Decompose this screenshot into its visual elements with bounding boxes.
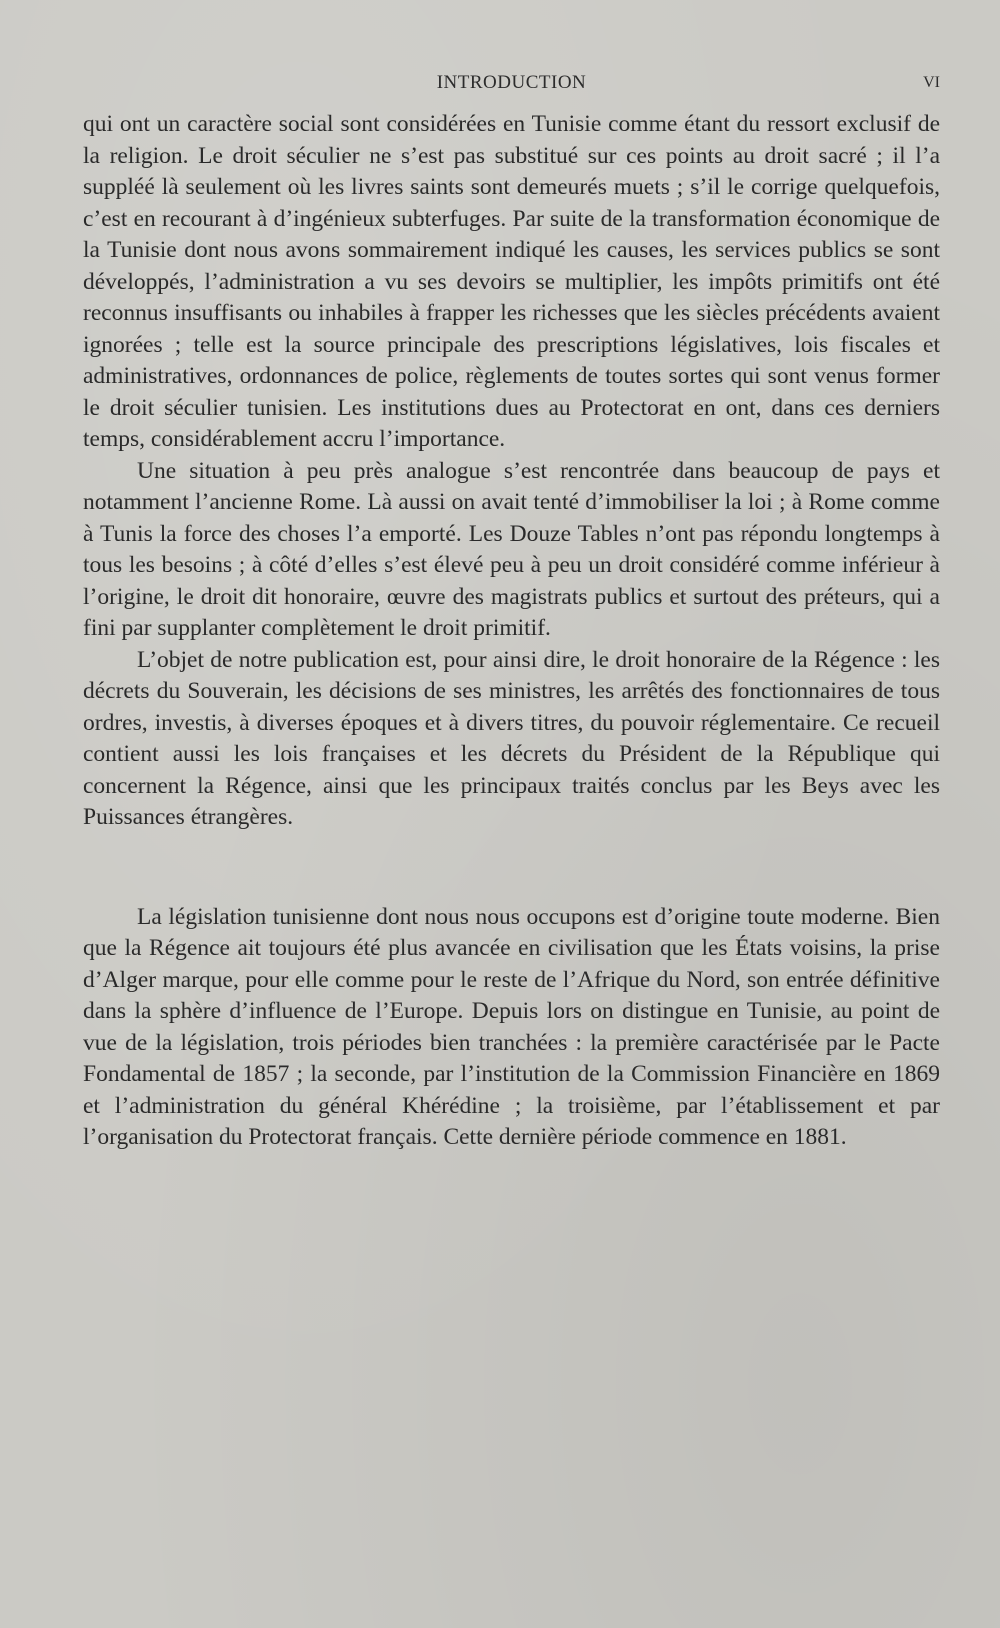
running-title: INTRODUCTION bbox=[436, 72, 587, 93]
paragraph: Une situation à peu près analogue s’est rencontrée dans beaucoup de pays et notamment l’ancienne Rome. Là aussi on avait tenté d’immobiliser la loi ; à Rome comme à Tunis la force des choses l’a emporté. Les Douze Tables n’ont pas répondu longtemps à tous les besoins ; à côté d’elles s’est élevé peu à peu un droit considéré comme inférieur à l’origine, le droit dit honoraire, œuvre des magistrats publics et surtout des préteurs, qui a fini par supplanter complètement le droit primitif. bbox=[83, 457, 940, 641]
running-head bbox=[83, 72, 940, 96]
paragraph: La législation tunisienne dont nous nous occupons est d’origine toute moderne. Bien que la Régence ait toujours été plus avancée en civilisation que les États voisins, la prise d’Alger marque, pour elle comme pour le reste de l’Afrique du Nord, son entrée définitive dans la sphère d’influence de l’Europe. Depuis lors on distingue en Tunisie, au point de vue de la législation, trois périodes bien tranchées : la première caractérisée par le Pacte Fondamental de 1857 ; la seconde, par l’institution de la Commission Financière en 1869 et l’administration du général Khérédine ; la troisième, par l’établissement et par l’organisation du Protectorat français. Cette dernière période commence en 1881. bbox=[83, 903, 940, 1150]
page-number: VI bbox=[923, 74, 940, 91]
section-gap bbox=[83, 834, 940, 902]
paragraph: L’objet de notre publication est, pour ainsi dire, le droit honoraire de la Régence : les décrets du Souverain, les décisions de ses ministres, les arrêtés des fonctionnaires de tous ordres, investis, à diverses époques et à divers titres, du pouvoir réglementaire. Ce recueil contient aussi les lois françaises et les décrets du Président de la République qui concernent la Régence, ainsi que les principaux traités conclus par les Beys avec les Puissances étrangères. bbox=[83, 646, 940, 830]
body-text bbox=[83, 109, 940, 1154]
paragraph: qui ont un caractère social sont considérées en Tunisie comme étant du ressort exclusif de la religion. Le droit séculier ne s’est pas substitué sur ces points au droit sacré ; il l’a suppléé là seulement où les livres saints sont demeurés muets ; s’il le corrige quelquefois, c’est en recourant à d’ingénieux subterfuges. Par suite de la transformation économique de la Tunisie dont nous avons sommairement indiqué les causes, les services publics se sont développés, l’administration a vu ses devoirs se multiplier, les impôts primitifs ont été reconnus insuffisants ou inhabiles à frapper les richesses que les siècles précédents avaient ignorées ; telle est la source principale des prescriptions législatives, lois fiscales et administratives, ordonnances de police, règlements de toutes sortes qui sont venus former le droit séculier tunisien. Les institutions dues au Protectorat en ont, dans ces derniers temps, considérablement accru l’importance. bbox=[83, 111, 940, 452]
